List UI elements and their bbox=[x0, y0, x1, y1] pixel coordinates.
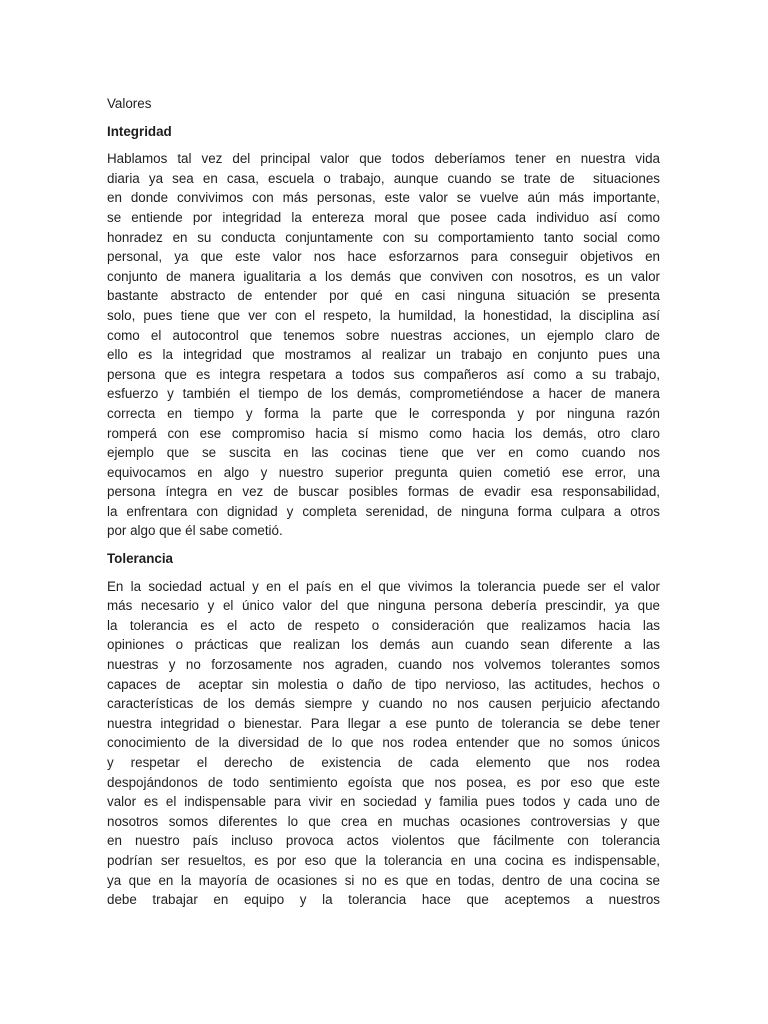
paragraph-line: diaria ya sea en casa, escuela o trabajo, aunque cuando se trate de situaciones bbox=[107, 170, 660, 186]
paragraph-line: bastante abstracto de entender por qué en casi ninguna situación se presenta bbox=[107, 288, 660, 304]
paragraph-line: conocimiento de la diversidad de lo que nos rodea entender que no somos únicos bbox=[107, 735, 660, 751]
paragraph-line: valor es el indispensable para vivir en sociedad y familia pues todos y cada uno de bbox=[107, 794, 660, 810]
paragraph-line: ejemplo que se suscita en las cocinas tiene que ver en como cuando nos bbox=[107, 445, 660, 461]
paragraph-line: equivocamos en algo y nuestro superior pregunta quien cometió ese error, una bbox=[107, 464, 660, 480]
paragraph-line: despojándonos de todo sentimiento egoísta que nos posea, es por eso que este bbox=[107, 774, 660, 790]
section-paragraph bbox=[107, 577, 660, 910]
paragraph-line: esfuerzo y también el tiempo de los demás, comprometiéndose a hacer de manera bbox=[107, 386, 660, 402]
paragraph-line: nosotros somos diferentes lo que crea en muchas ocasiones controversias y que bbox=[107, 813, 660, 829]
paragraph-line: más necesario y el único valor del que ninguna persona debería prescindir, ya que bbox=[107, 598, 660, 614]
paragraph-line: persona que es integra respetara a todos sus compañeros así como a su trabajo, bbox=[107, 366, 660, 382]
paragraph-line: y respetar el derecho de existencia de cada elemento que nos rodea bbox=[107, 755, 660, 770]
paragraph-line: nuestras y no forzosamente nos agraden, cuando nos volvemos tolerantes somos bbox=[107, 657, 660, 673]
paragraph-line: correcta en tiempo y forma la parte que le corresponda y por ninguna razón bbox=[107, 405, 660, 421]
paragraph-line: Hablamos tal vez del principal valor que todos deberíamos tener en nuestra vida bbox=[107, 151, 660, 167]
paragraph-line: honradez en su conducta conjuntamente con su comportamiento tanto social como bbox=[107, 229, 660, 245]
paragraph-line: ya que en la mayoría de ocasiones si no es que en todas, dentro de una cocina se bbox=[107, 872, 660, 888]
paragraph-line: en nuestro país incluso provoca actos violentos que fácilmente con tolerancia bbox=[107, 833, 660, 849]
paragraph-line: romperá con ese compromiso hacia sí mismo como hacia los demás, otro claro bbox=[107, 425, 660, 441]
section-tolerancia bbox=[107, 549, 660, 910]
paragraph-line: debe trabajar en equipo y la tolerancia hace que aceptemos a nuestros bbox=[107, 892, 660, 908]
paragraph-line: conjunto de manera igualitaria a los demás que conviven con nosotros, es un valor bbox=[107, 268, 660, 284]
section-paragraph bbox=[107, 149, 660, 541]
paragraph-line: la tolerancia es el acto de respeto o consideración que realizamos hacia las bbox=[107, 617, 660, 633]
paragraph-line: se entiende por integridad la entereza moral que posee cada individuo así como bbox=[107, 209, 660, 225]
paragraph-line: la enfrentara con dignidad y completa serenidad, de ninguna forma culpara a otros bbox=[107, 503, 660, 519]
paragraph-line: características de los demás siempre y cuando no nos causen perjuicio afectando bbox=[107, 696, 660, 712]
paragraph-line: personal, ya que este valor nos hace esforzarnos para conseguir objetivos en bbox=[107, 249, 660, 265]
paragraph-line: solo, pues tiene que ver con el respeto, la humildad, la honestidad, la disciplina así bbox=[107, 307, 660, 323]
document-page bbox=[107, 94, 660, 918]
paragraph-line: ello es la integridad que mostramos al realizar un trabajo en conjunto pues una bbox=[107, 347, 660, 363]
paragraph-line: capaces de aceptar sin molestia o daño de tipo nervioso, las actitudes, hechos o bbox=[107, 676, 660, 692]
section-integridad bbox=[107, 122, 660, 541]
document-title: Valores bbox=[107, 96, 152, 111]
paragraph-line: como el autocontrol que tenemos sobre nuestras acciones, un ejemplo claro de bbox=[107, 327, 660, 343]
paragraph-line: En la sociedad actual y en el país en el que vivimos la tolerancia puede ser el valor bbox=[107, 578, 660, 594]
paragraph-line: nuestra integridad o bienestar. Para llegar a ese punto de tolerancia se debe tener bbox=[107, 715, 660, 731]
paragraph-line: podrían ser resueltos, es por eso que la tolerancia en una cocina es indispensable, bbox=[107, 852, 660, 868]
section-heading: Integridad bbox=[107, 123, 172, 139]
paragraph-line: persona íntegra en vez de buscar posibles formas de evadir esa responsabilidad, bbox=[107, 484, 660, 500]
paragraph-line: en donde convivimos con más personas, este valor se vuelve aún más importante, bbox=[107, 190, 660, 206]
paragraph-line: por algo que él sabe cometió. bbox=[107, 523, 283, 539]
paragraph-line: opiniones o prácticas que realizan los demás aun cuando sean diferente a las bbox=[107, 637, 660, 653]
section-heading: Tolerancia bbox=[107, 551, 173, 567]
